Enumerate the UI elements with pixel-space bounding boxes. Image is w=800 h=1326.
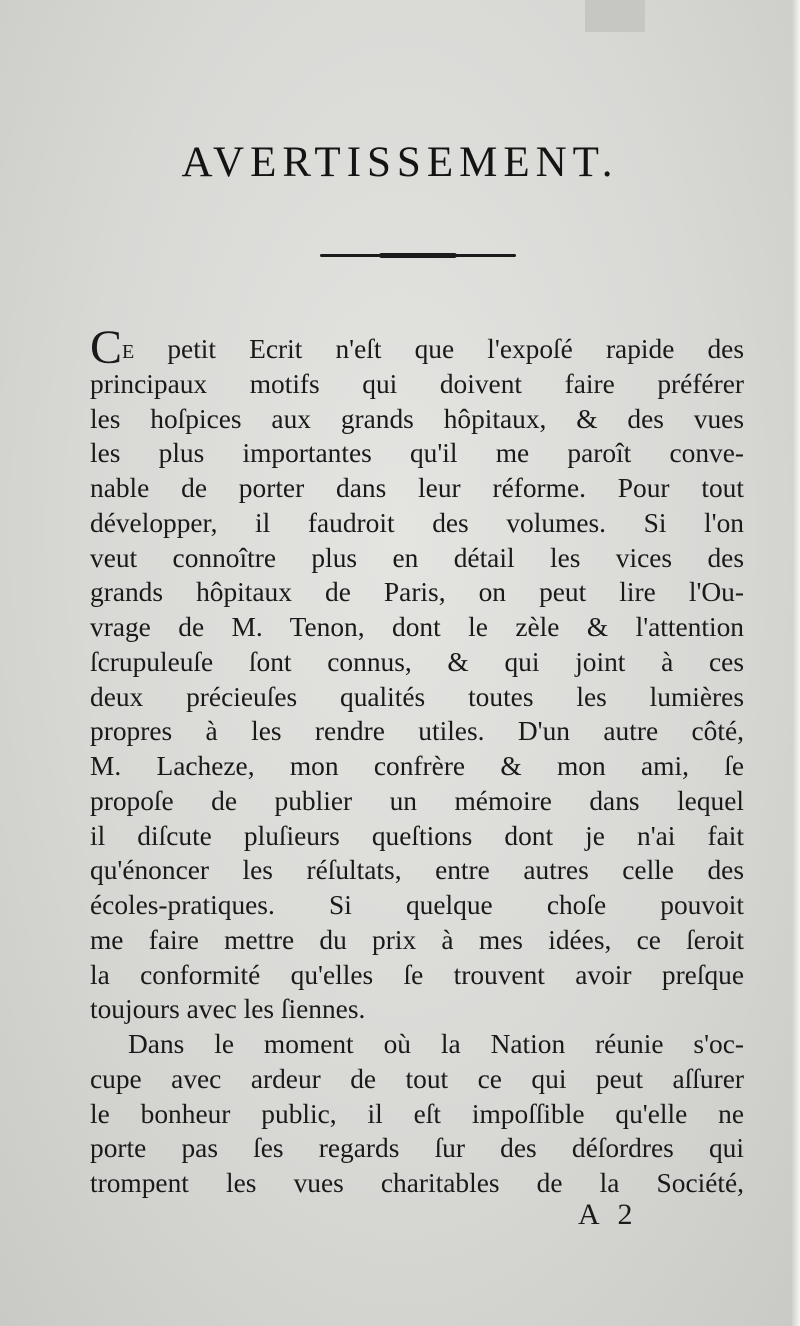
text-line: M. Lacheze, mon confrère & mon ami, ſe [90, 751, 744, 781]
body-text [90, 321, 744, 1201]
paper-tab-mark [585, 0, 645, 32]
text-line: écoles-pratiques. Si quelque choſe pouvoit [90, 890, 744, 920]
signature-mark: A 2 [578, 1198, 639, 1231]
text-line: trompent les vues charitables de la Société, [90, 1168, 744, 1198]
text-line: ſcrupuleuſe ſont connus, & qui joint à ces [90, 646, 744, 677]
text-line: toujours avec les ſiennes. [90, 994, 366, 1025]
text-line: grands hôpitaux de Paris, on peut lire l'Ou- [90, 577, 744, 608]
text-line: les hoſpices aux grands hôpitaux, & des vues [90, 403, 744, 434]
text-line: propres à les rendre utiles. D'un autre côté, [90, 716, 744, 747]
line-text: petit Ecrit n'eſt que l'expoſé rapide des [134, 334, 744, 364]
text-line: nable de porter dans leur réforme. Pour tout [90, 473, 744, 503]
text-line: les plus importantes qu'il me paroît conve- [90, 438, 744, 469]
text-line: qu'énoncer les réſultats, entre autres celle des [90, 855, 744, 886]
text-line: le bonheur public, il eſt impoſſible qu'elle ne [90, 1098, 744, 1129]
page-edge [792, 0, 800, 1326]
text-line: il diſcute pluſieurs queſtions dont je n'ai fait [90, 820, 744, 851]
text-line [90, 321, 744, 374]
ornamental-rule [320, 254, 516, 257]
small-cap-letter: E [122, 341, 135, 363]
text-line: principaux motifs qui doivent faire préférer [90, 368, 744, 399]
text-line: cupe avec ardeur de tout ce qui peut aſſurer [90, 1063, 744, 1094]
page-heading: AVERTISSEMENT. [181, 139, 619, 186]
text-line: la conformité qu'elles ſe trouvent avoir preſque [90, 959, 744, 990]
text-line: propoſe de publier un mémoire dans lequel [90, 785, 744, 816]
text-line: me faire mettre du prix à mes idées, ce ſeroit [90, 924, 744, 955]
text-line: Dans le moment où la Nation réunie s'oc- [128, 1029, 744, 1059]
text-line: porte pas ſes regards ſur des déſordres qui [90, 1133, 744, 1164]
drop-cap: C [90, 321, 123, 374]
text-line: développer, il faudroit des volumes. Si l'on [90, 507, 744, 538]
text-line: deux précieuſes qualités toutes les lumières [90, 681, 744, 712]
text-line: veut connoître plus en détail les vices des [90, 542, 744, 573]
text-line: vrage de M. Tenon, dont le zèle & l'attention [90, 612, 744, 642]
